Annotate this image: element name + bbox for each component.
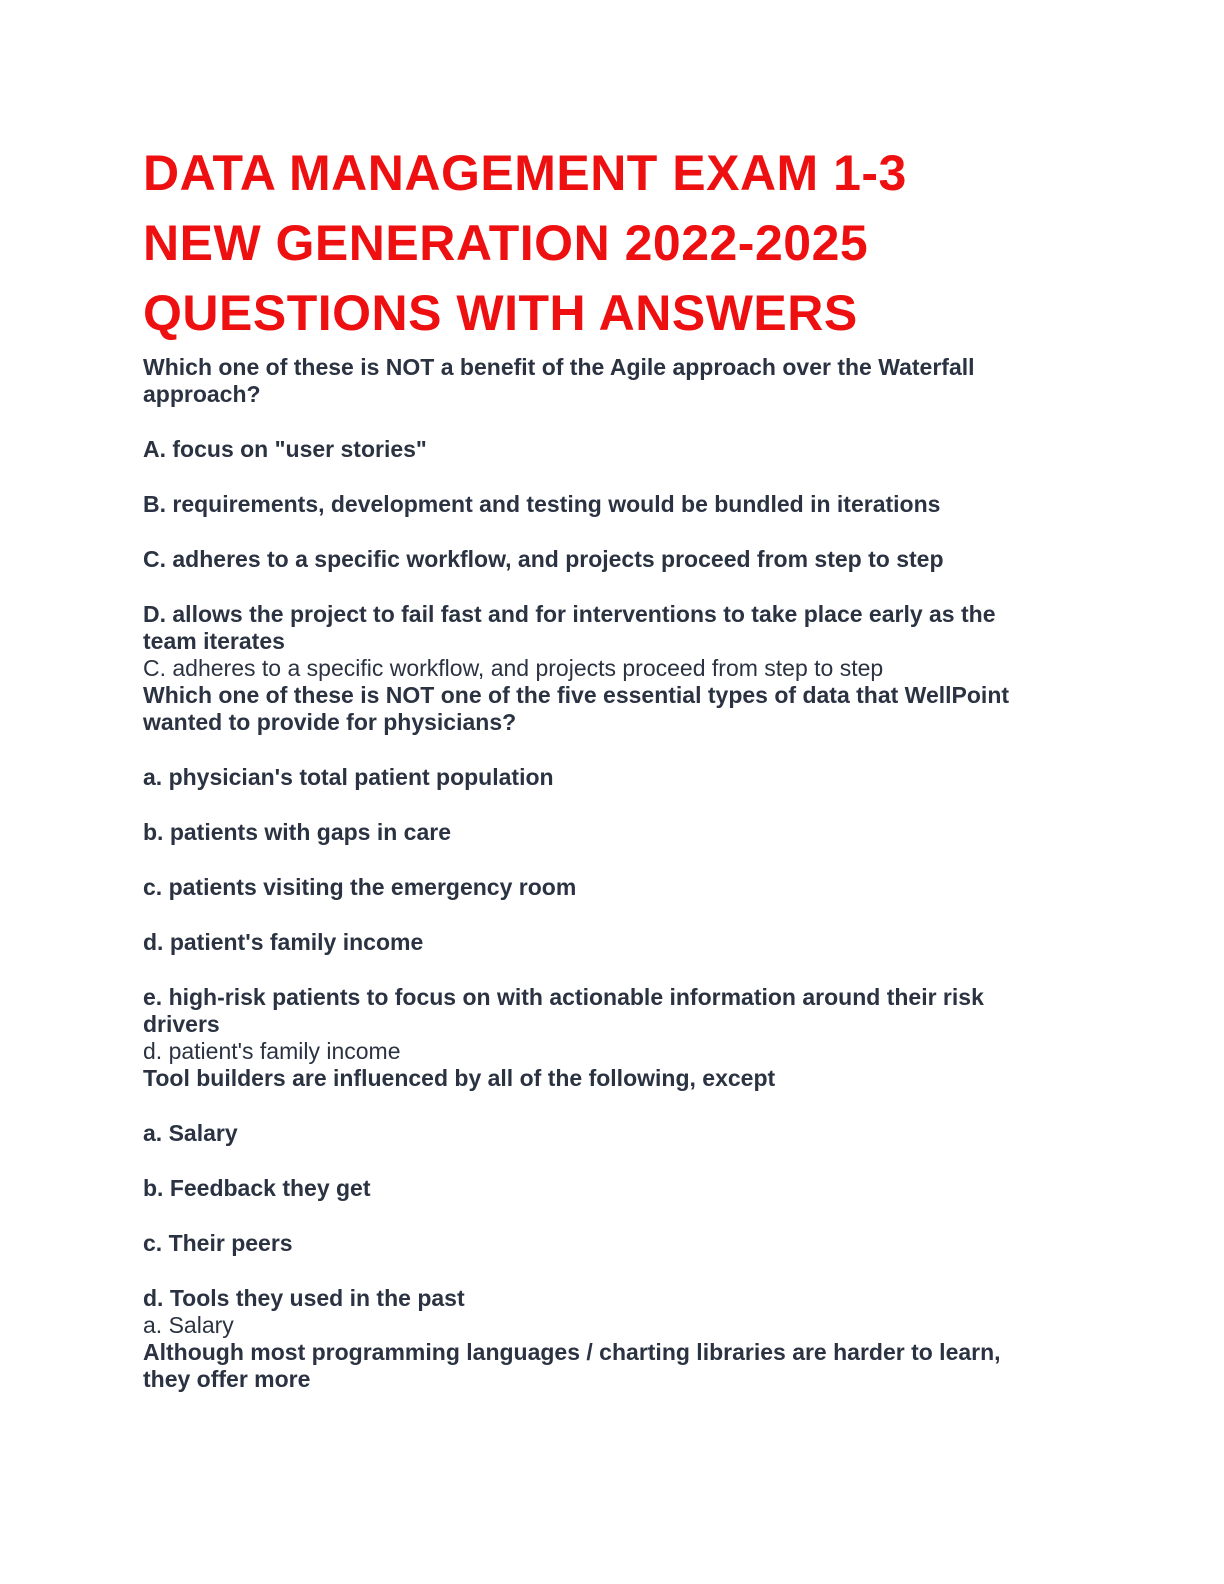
- document-body: [143, 354, 1028, 1393]
- answer-option: D. allows the project to fail fast and for interventions to take place early as the team iterates: [143, 601, 996, 654]
- answer-option: e. high-risk patients to focus on with actionable information around their risk drivers: [143, 984, 984, 1037]
- answer-option: A. focus on "user stories": [143, 436, 427, 462]
- answer-option: a. physician's total patient population: [143, 764, 554, 790]
- revealed-answer: a. Salary: [143, 1312, 234, 1338]
- revealed-answer: d. patient's family income: [143, 1038, 401, 1064]
- answer-option: C. adheres to a specific workflow, and projects proceed from step to step: [143, 546, 944, 572]
- answer-option: B. requirements, development and testing would be bundled in iterations: [143, 491, 941, 517]
- question-text: Which one of these is NOT a benefit of the Agile approach over the Waterfall approach?: [143, 354, 975, 407]
- title-line-1: DATA MANAGEMENT EXAM 1-3: [143, 145, 907, 201]
- answer-option: c. Their peers: [143, 1230, 293, 1256]
- title-line-3: QUESTIONS WITH ANSWERS: [143, 285, 858, 341]
- answer-option: b. Feedback they get: [143, 1175, 371, 1201]
- answer-option: b. patients with gaps in care: [143, 819, 452, 845]
- question-text: Although most programming languages / charting libraries are harder to learn, they offer more: [143, 1339, 1001, 1392]
- question-text: Which one of these is NOT one of the five essential types of data that WellPoint wanted to provide for physicians?: [143, 682, 1010, 735]
- answer-option: c. patients visiting the emergency room: [143, 874, 577, 900]
- document-title: [143, 138, 1028, 348]
- revealed-answer: C. adheres to a specific workflow, and projects proceed from step to step: [143, 655, 884, 681]
- question-text: Tool builders are influenced by all of the following, except: [143, 1065, 776, 1091]
- answer-option: d. patient's family income: [143, 929, 424, 955]
- answer-option: d. Tools they used in the past: [143, 1285, 465, 1311]
- title-line-2: NEW GENERATION 2022-2025: [143, 215, 869, 271]
- answer-option: a. Salary: [143, 1120, 238, 1146]
